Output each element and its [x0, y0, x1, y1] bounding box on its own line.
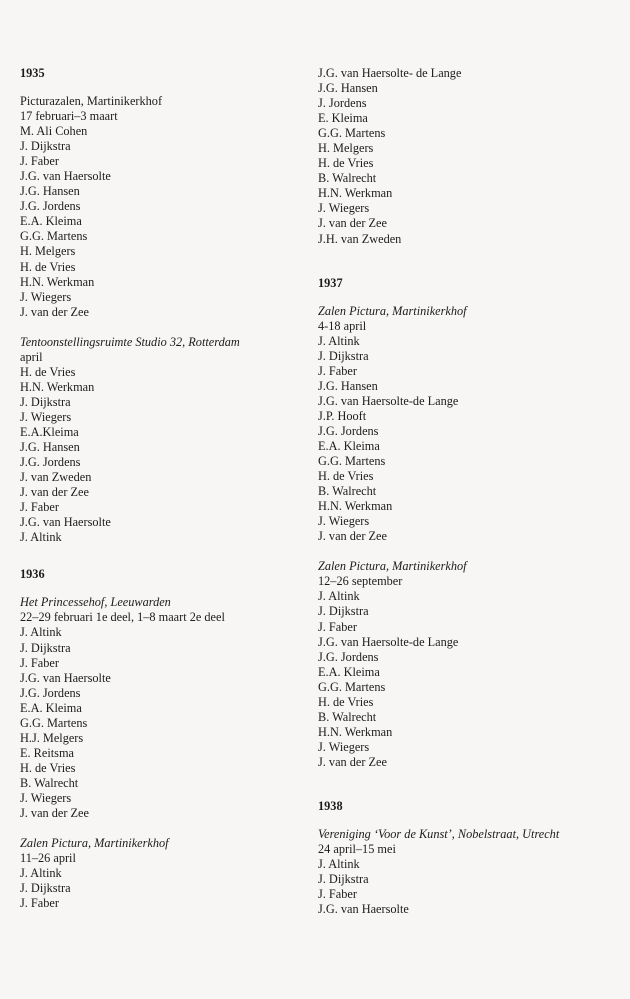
artist-name: J. Faber — [318, 619, 357, 634]
artist-name: H. de Vries — [318, 469, 374, 484]
artist-list — [318, 334, 618, 545]
artist-name: J. Wiegers — [20, 790, 72, 805]
artist-name: J. Faber — [318, 887, 357, 902]
artist-name: J. van der Zee — [318, 754, 387, 769]
artist-name: J.P. Hooft — [318, 408, 367, 423]
artist-name: J.G. van Haersolte — [20, 670, 111, 685]
artist-name: J.G. Hansen — [318, 378, 378, 393]
artist-name: J. Dijkstra — [318, 604, 369, 619]
artist-name: H.N. Werkman — [20, 274, 95, 289]
artist-name: E.A.Kleima — [20, 424, 79, 439]
artist-name: H.N. Werkman — [318, 724, 393, 739]
artist-name: J.G. van Haersolte — [20, 169, 111, 184]
artist-name: H.J. Melgers — [20, 730, 84, 745]
exhibition-dates: 12–26 september — [318, 574, 403, 589]
artist-name: E.A. Kleima — [20, 700, 82, 715]
artist-name: J. Wiegers — [20, 409, 72, 424]
artist-name: J.G. Jordens — [318, 423, 379, 438]
artist-name: E. Kleima — [318, 111, 368, 126]
artist-name: J. Dijkstra — [20, 139, 71, 154]
artist-name: J.G. Hansen — [318, 81, 378, 96]
artist-name: J. Wiegers — [318, 201, 370, 216]
artist-name: J.G. Hansen — [20, 184, 80, 199]
artist-name: H. Melgers — [318, 141, 374, 156]
artist-name: J. Dijkstra — [20, 640, 71, 655]
artist-name: J. Dijkstra — [318, 348, 369, 363]
artist-name: H. de Vries — [318, 156, 374, 171]
artist-list — [20, 365, 310, 546]
artist-name: J. Faber — [20, 655, 59, 670]
artist-name: E.A. Kleima — [318, 438, 380, 453]
artist-name: J. Altink — [20, 625, 62, 640]
artist-name: J. Wiegers — [318, 514, 370, 529]
artist-name: J.H. van Zweden — [318, 231, 402, 246]
artist-name: J. van der Zee — [318, 216, 387, 231]
artist-name: H. de Vries — [20, 760, 76, 775]
artist-name: J. Altink — [318, 857, 360, 872]
artist-name: J.G. van Haersolte-de Lange — [318, 634, 459, 649]
artist-list — [318, 589, 618, 770]
artist-name: J. Faber — [20, 500, 59, 515]
artist-name: H.N. Werkman — [318, 186, 393, 201]
artist-name: J.G. van Haersolte-de Lange — [318, 393, 459, 408]
artist-name: J. Faber — [20, 154, 59, 169]
artist-name: H.N. Werkman — [20, 379, 95, 394]
artist-name: H. Melgers — [20, 244, 76, 259]
artist-name: J.G. Jordens — [20, 685, 81, 700]
year-heading-1936: 1936 — [20, 567, 45, 582]
artist-name: J. Altink — [20, 866, 62, 881]
exhibition-dates: 4-18 april — [318, 318, 367, 333]
year-heading-1938: 1938 — [318, 798, 343, 813]
exhibition-venue: Het Princessehof, Leeuwarden — [20, 595, 171, 610]
artist-list — [20, 866, 310, 911]
artist-name: J. Faber — [20, 896, 59, 911]
artist-name: J. Wiegers — [20, 289, 72, 304]
artist-name: J. van der Zee — [20, 485, 89, 500]
artist-name: J.G. van Haersolte — [318, 902, 409, 917]
exhibition-venue: Zalen Pictura, Martinikerkhof — [20, 836, 169, 851]
artist-list — [318, 66, 618, 247]
artist-name: J.G. van Haersolte- de Lange — [318, 66, 462, 80]
artist-name: E.A. Kleima — [20, 214, 82, 229]
artist-name: B. Walrecht — [318, 171, 377, 186]
artist-name: J. Dijkstra — [20, 394, 71, 409]
exhibition-dates: 11–26 april — [20, 851, 76, 866]
artist-name: H. de Vries — [318, 694, 374, 709]
exhibition-venue: Zalen Pictura, Martinikerkhof — [318, 559, 467, 574]
artist-name: G.G. Martens — [318, 454, 386, 469]
exhibition-venue: Tentoonstellingsruimte Studio 32, Rotterdam — [20, 334, 240, 349]
artist-name: E. Reitsma — [20, 745, 74, 760]
artist-list — [20, 625, 310, 821]
artist-name: J.G. van Haersolte — [20, 515, 111, 530]
artist-name: E.A. Kleima — [318, 664, 380, 679]
year-heading-1935: 1935 — [20, 66, 45, 80]
artist-name: H. de Vries — [20, 364, 76, 379]
artist-name: G.G. Martens — [20, 229, 88, 244]
exhibition-venue: Picturazalen, Martinikerkhof — [20, 94, 163, 108]
exhibition-venue: Zalen Pictura, Martinikerkhof — [318, 303, 467, 318]
artist-name: H.N. Werkman — [318, 499, 393, 514]
artist-name: B. Walrecht — [318, 484, 377, 499]
artist-name: J. van Zweden — [20, 470, 92, 485]
artist-name: H. de Vries — [20, 259, 76, 274]
artist-list — [20, 124, 310, 320]
artist-name: J. Altink — [20, 530, 62, 545]
artist-name: J.G. Jordens — [318, 649, 379, 664]
artist-name: G.G. Martens — [318, 679, 386, 694]
exhibition-venue: Vereniging ‘Voor de Kunst’, Nobelstraat, Utrecht — [318, 826, 560, 841]
exhibition-dates: 17 februari–3 maart — [20, 109, 118, 124]
artist-name: B. Walrecht — [318, 709, 377, 724]
exhibition-dates: 22–29 februari 1e deel, 1–8 maart 2e deel — [20, 610, 225, 625]
artist-name: G.G. Martens — [318, 126, 386, 141]
right-column — [318, 0, 618, 917]
exhibition-dates: april — [20, 349, 43, 364]
artist-name: J. van der Zee — [20, 806, 89, 821]
artist-name: J.G. Jordens — [20, 199, 81, 214]
artist-name: J. Dijkstra — [318, 872, 369, 887]
artist-name: J. Jordens — [318, 96, 367, 111]
artist-name: J.G. Jordens — [20, 455, 81, 470]
artist-name: J. Wiegers — [318, 739, 370, 754]
artist-name: J.G. Hansen — [20, 440, 80, 455]
artist-name: B. Walrecht — [20, 775, 79, 790]
artist-name: J. Dijkstra — [20, 881, 71, 896]
year-heading-1937: 1937 — [318, 275, 343, 290]
artist-name: M. Ali Cohen — [20, 124, 88, 139]
artist-name: G.G. Martens — [20, 715, 88, 730]
artist-name: J. van der Zee — [20, 304, 89, 319]
artist-name: J. van der Zee — [318, 529, 387, 544]
artist-list — [318, 857, 618, 917]
artist-name: J. Altink — [318, 333, 360, 348]
artist-name: J. Altink — [318, 589, 360, 604]
left-column — [20, 0, 310, 911]
exhibition-dates: 24 april–15 mei — [318, 842, 396, 857]
artist-name: J. Faber — [318, 363, 357, 378]
